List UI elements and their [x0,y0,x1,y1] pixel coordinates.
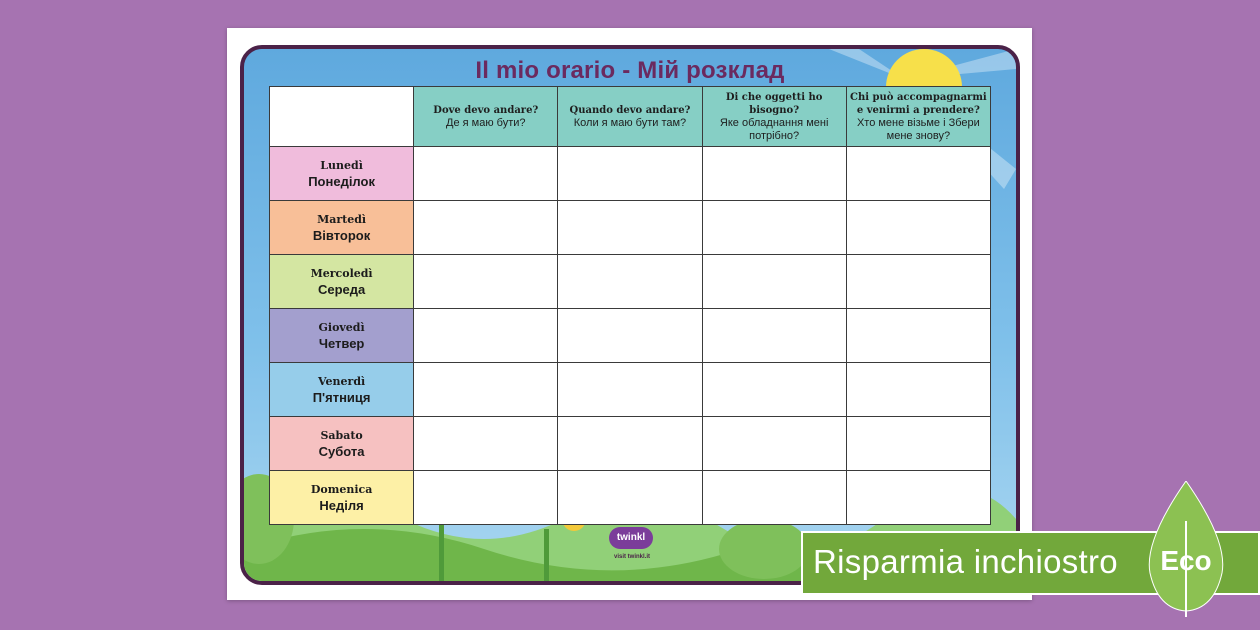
schedule-cell [558,309,702,363]
table-row [270,255,991,309]
column-header-when [558,87,702,147]
day-name-it: Mercoledì [310,266,373,280]
day-label-cell [270,363,414,417]
column-header-uk: Де я маю бути? [446,116,526,129]
column-header-uk: Яке обладнання мені потрібно? [719,116,829,142]
schedule-cell [414,255,558,309]
schedule-cell [414,417,558,471]
schedule-cell [846,147,990,201]
table-row [270,471,991,525]
column-header-it: Chi può accompagnarmi e venirmi a prendere? [850,91,987,116]
schedule-cell [414,147,558,201]
column-header-it: Quando devo andare? [569,104,691,116]
column-header-where [414,87,558,147]
day-name-uk: Неділя [319,497,364,513]
day-name-uk: Понеділок [308,173,375,189]
day-name-it: Martedì [317,212,367,226]
worksheet-preview [227,28,1032,600]
schedule-cell [558,201,702,255]
table-row [270,363,991,417]
day-name-uk: Четвер [318,335,365,351]
schedule-cell [846,471,990,525]
schedule-cell [846,417,990,471]
table-row [270,147,991,201]
column-header-uk: Хто мене візьме і Збери мене знову? [856,116,980,142]
schedule-cell [414,309,558,363]
document-title: Il mio orario - Мій розклад [475,57,785,84]
schedule-cell [414,471,558,525]
table-row [270,309,991,363]
day-name-it: Venerdì [318,374,366,388]
eco-banner-text: Risparmia inchiostro [813,543,1118,580]
schedule-cell [702,417,846,471]
worksheet-frame [240,45,1020,585]
day-name-it: Giovedì [318,320,365,334]
schedule-cell [558,417,702,471]
schedule-cell [702,201,846,255]
day-name-uk: Субота [318,443,365,459]
schedule-cell [558,255,702,309]
schedule-cell [414,363,558,417]
schedule-cell [558,147,702,201]
schedule-table [269,86,991,525]
table-row [270,417,991,471]
day-name-uk: Середа [317,281,366,297]
column-header-uk: Коли я маю бути там? [573,116,687,129]
column-header-equipment [702,87,846,147]
schedule-cell [702,471,846,525]
day-name-uk: П'ятниця [312,389,371,405]
day-label-cell [270,471,414,525]
corner-cell [270,87,414,147]
day-label-cell [270,201,414,255]
schedule-cell [702,309,846,363]
schedule-cell [846,309,990,363]
day-label-cell [270,255,414,309]
column-header-it: Dove devo andare? [433,104,539,116]
schedule-cell [846,255,990,309]
eco-label: Eco [1160,545,1212,576]
day-label-cell [270,309,414,363]
day-name-it: Lunedì [320,158,363,172]
column-header-it: Di che oggetti ho bisogno? [725,91,823,116]
schedule-cell [846,201,990,255]
schedule-cell [558,363,702,417]
header-row [270,87,991,147]
day-name-it: Sabato [320,428,363,442]
schedule-cell [414,201,558,255]
day-name-uk: Вівторок [312,227,371,243]
schedule-cell [846,363,990,417]
twinkl-url: visit twinkl.it [613,554,650,560]
table-row [270,201,991,255]
schedule-cell [558,471,702,525]
schedule-cell [702,147,846,201]
day-name-it: Domenica [310,482,373,496]
day-label-cell [270,417,414,471]
column-header-who [846,87,990,147]
twinkl-logo: twinkl [609,527,653,549]
schedule-cell [702,363,846,417]
schedule-cell [702,255,846,309]
day-label-cell [270,147,414,201]
